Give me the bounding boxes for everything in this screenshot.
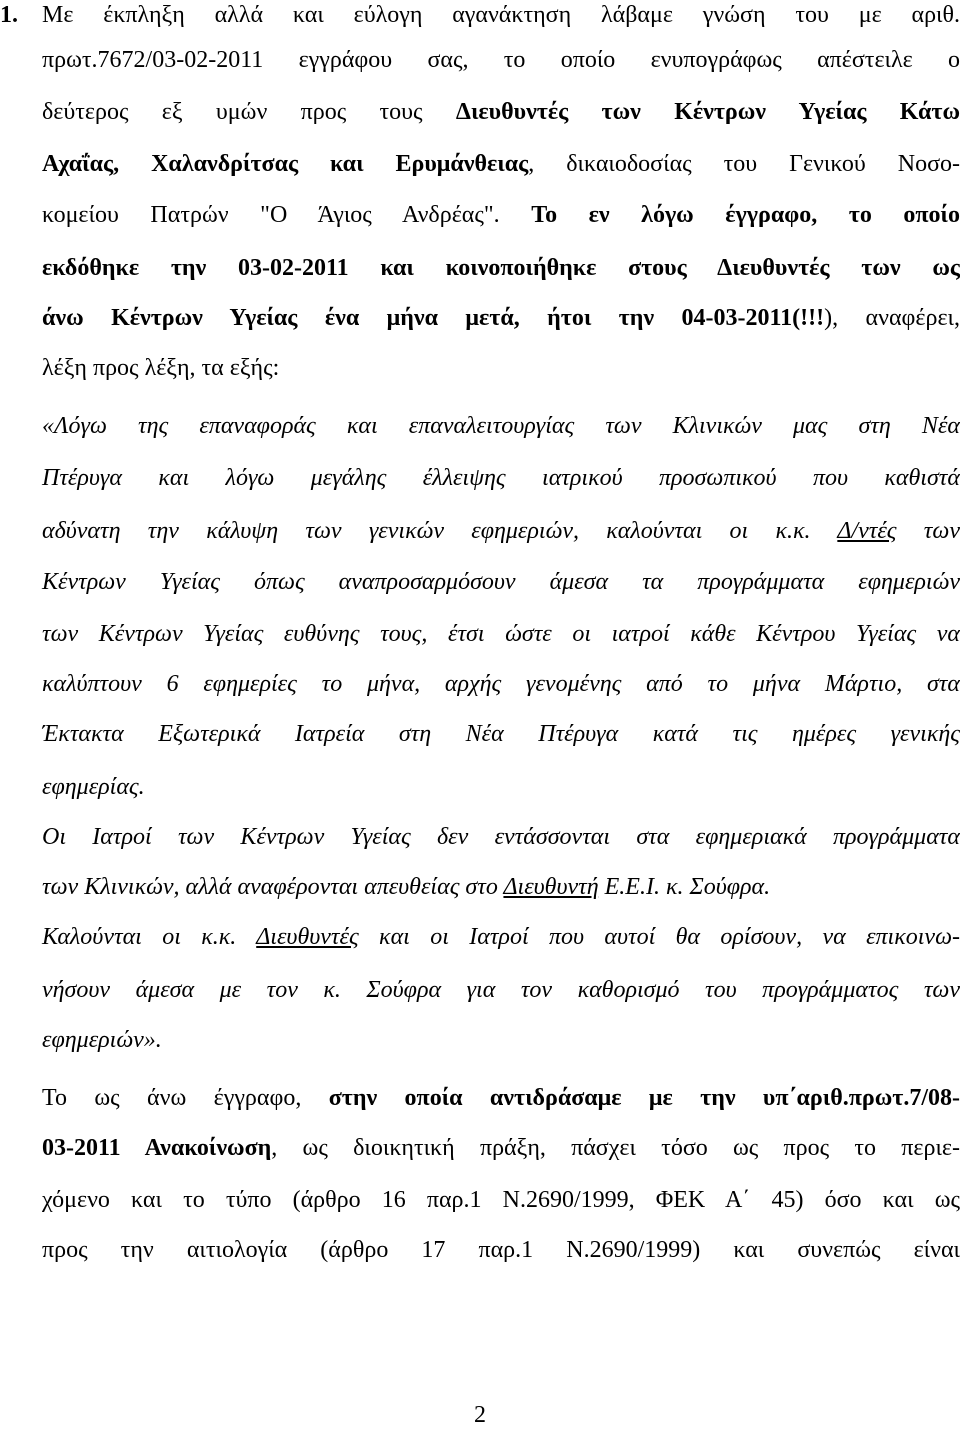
text-run: 03-2011 Ανακοίνωση [42,1135,272,1161]
text-run: άνω Κέντρων Υγείας ένα μήνα μετά, ήτοι την 04-03-2011(!!! [42,305,825,331]
text-run: των [896,518,960,544]
text-line [42,97,960,127]
item-number: 1. [0,2,18,28]
text-line [42,200,960,230]
text-run: και οι Ιατροί που αυτοί θα ορίσουν, να επικοινω- [358,924,960,950]
text-line [42,353,960,383]
text-line [42,516,960,546]
text-line [42,1185,960,1215]
text-run: στην οποία αντιδράσαμε με την υπ΄αριθ.πρωτ.7/08- [328,1085,960,1111]
text-run: Έκτακτα Εξωτερικά Ιατρεία στη Νέα Πτέρυγα κατά τις ημέρες γενικής [42,721,960,747]
text-line [42,567,960,597]
text-run: εφημερίας. [42,774,145,800]
text-line [42,975,960,1005]
text-run: Το ως άνω έγγραφο, [42,1085,329,1111]
text-line [42,1025,960,1055]
text-run: των Κλινικών, αλλά αναφέρονται απευθείας στο [42,874,504,900]
text-run: χόμενο και το τύπο (άρθρο 16 παρ.1 Ν.2690/1999, ΦΕΚ Α΄ 45) όσο και ως [42,1187,960,1213]
text-run: Καλούνται οι κ.κ. [42,924,257,950]
text-run: κομείου Πατρών "Ο Άγιος Ανδρέας". [42,202,532,228]
text-run: Διευθυντή [503,874,599,900]
text-line [42,0,960,30]
text-run: προς την αιτιολογία (άρθρο 17 παρ.1 Ν.2690/1999) και συνεπώς είναι [42,1237,960,1263]
text-run: Με έκπληξη αλλά και εύλογη αγανάκτηση λάβαμε γνώση του με αριθ. [42,2,960,28]
text-run: Ε.Ε.Ι. κ. Σούφρα. [598,874,771,900]
text-line [42,619,960,649]
text-run: Το εν λόγω έγγραφο, το οποίο [531,202,960,228]
text-run: Κέντρων Υγείας όπως αναπροσαρμόσουν άμεσα τα προγράμματα εφημεριών [42,569,960,595]
text-run: Διευθυντές [256,924,359,950]
text-run: Οι Ιατροί των Κέντρων Υγείας δεν εντάσσονται στα εφημεριακά προγράμματα [42,824,960,850]
text-line [42,822,960,852]
text-run: νήσουν άμεσα με τον κ. Σούφρα για τον καθορισμό του προγράμματος των [42,977,960,1003]
text-run: δεύτερος εξ υμών προς τους [42,99,456,125]
text-line [42,872,960,902]
text-run: «Λόγω της επαναφοράς και επαναλειτουργίας των Κλινικών μας στη Νέα [42,413,960,439]
text-line [42,669,960,699]
page-number: 2 [474,1402,486,1428]
text-run: ), αναφέρει, [824,305,960,331]
text-line [42,149,960,179]
text-line [42,1235,960,1265]
text-run: των Κέντρων Υγείας ευθύνης τους, έτσι ώστε οι ιατροί κάθε Κέντρου Υγείας να [42,621,960,647]
text-run: Διευθυντές των Κέντρων Υγείας Κάτω [455,99,960,125]
text-line [42,253,960,283]
text-run: , δικαιοδοσίας του Γενικού Νοσο- [528,151,960,177]
text-run: καλύπτουν 6 εφημερίες το μήνα, αρχής γενομένης από το μήνα Μάρτιο, στα [42,671,960,697]
text-line [42,411,960,441]
text-run: λέξη προς λέξη, τα εξής: [42,355,280,381]
text-run: εκδόθηκε την 03-02-2011 και κοινοποιήθηκε στους Διευθυντές των ως [42,255,960,281]
text-line [42,772,960,802]
text-run: Πτέρυγα και λόγω μεγάλης έλλειψης ιατρικού προσωπικού που καθιστά [42,465,960,491]
text-line [42,922,960,952]
text-run: Αχαΐας, Χαλανδρίτσας και Ερυμάνθειας [42,151,529,177]
text-run: , ως διοικητική πράξη, πάσχει τόσο ως προς το περιε- [271,1135,960,1161]
text-run: αδύνατη την κάλυψη των γενικών εφημεριών, καλούνται οι κ.κ. [42,518,838,544]
text-run: πρωτ.7672/03-02-2011 εγγράφου σας, το οποίο ενυπογράφως απέστειλε ο [42,47,960,73]
text-run: Δ/ντές [837,518,897,544]
text-line [42,303,960,333]
text-line [42,719,960,749]
text-line [42,1083,960,1113]
text-line [42,1133,960,1163]
text-run: εφημεριών». [42,1027,162,1053]
text-line [42,45,960,75]
text-line [42,463,960,493]
